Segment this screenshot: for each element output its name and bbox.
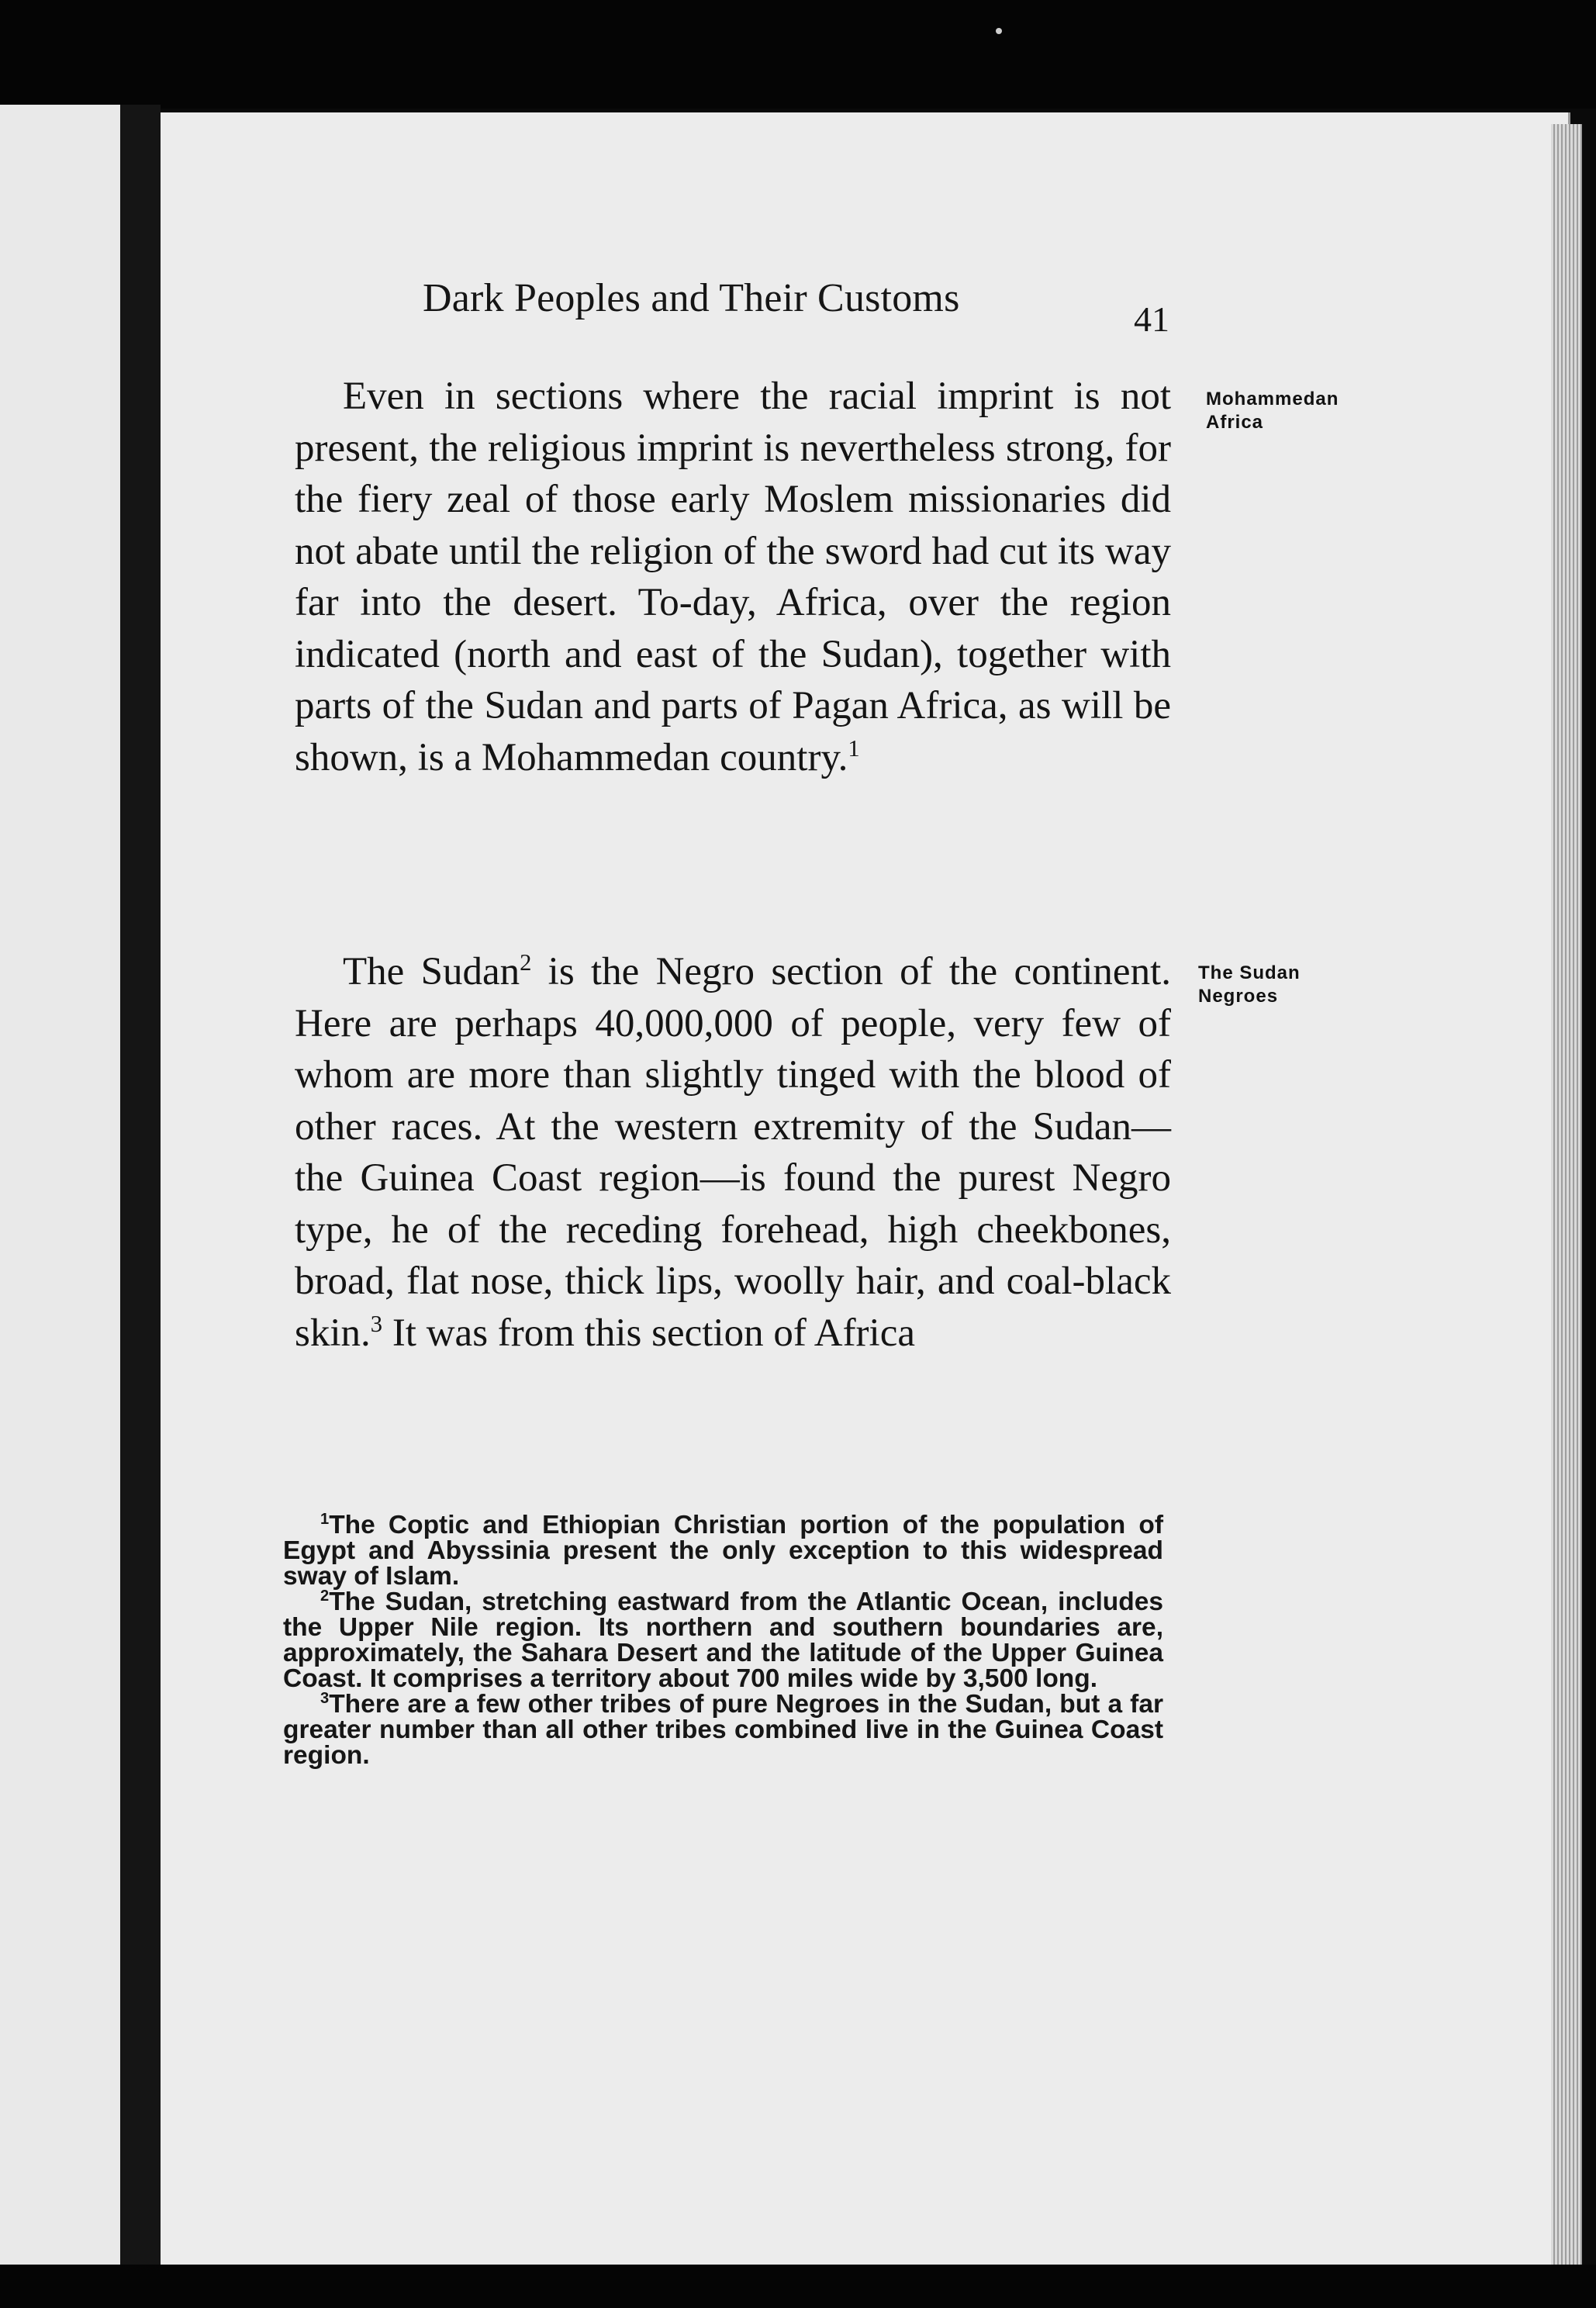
running-head: Dark Peoples and Their Customs [423, 276, 960, 320]
footnote [283, 1691, 1163, 1768]
sidenote-line: The Sudan [1198, 962, 1301, 983]
sidenote-line: Africa [1206, 412, 1264, 433]
footnote-ref: 1 [848, 734, 860, 762]
footnote-ref: 3 [370, 1310, 383, 1337]
footnote-mark: 3 [320, 1689, 330, 1707]
paragraph-text: The Sudan [343, 950, 520, 993]
footnote-text: There are a few other tribes of pure Negroes in the Sudan, but a far greater number than all other tribes combined live in the Guinea Coast region. [283, 1690, 1163, 1770]
sidenote-mohammedan-africa [1206, 388, 1454, 434]
page-number: 41 [1134, 299, 1169, 339]
paragraph-text: is the Negro section of the continent. Here are perhaps 40,000,000 of people, very few of whom are more than slightly tinged with the blood of other races. At the western extremity of the Sudan—the Guinea Coast region—is found the purest Negro type, he of the receding forehead, high cheekbones, broad, flat nose, thick lips, woolly hair, and coal-black skin. [295, 950, 1171, 1355]
paragraph-sudan-negroes [295, 946, 1171, 1359]
facing-page-edge [0, 105, 120, 2265]
footnote [283, 1512, 1163, 1589]
sidenote-sudan-negroes [1198, 962, 1446, 1008]
footnote-mark: 1 [320, 1510, 330, 1528]
footnote-text: The Coptic and Ethiopian Christian portion of the population of Egypt and Abyssinia present the only exception to this widespread sway of Islam. [283, 1511, 1163, 1591]
paragraph-text: It was from this section of Africa [382, 1311, 915, 1355]
sidenote-line: Negroes [1198, 986, 1279, 1007]
scan-bottom-border [0, 2265, 1596, 2308]
paragraph-text: Even in sections where the racial imprint is not present, the religious imprint is nevertheless strong, for the fiery zeal of those early Moslem missionaries did not abate until the religion of the sword had cut its way far into the desert. To-day, Africa, over the region indicated (north and east of the Sudan), together with parts of the Sudan and parts of Pagan Africa, as will be shown, is a Mohammedan country. [295, 375, 1171, 779]
book-gutter [120, 105, 161, 2268]
scan-top-border [0, 0, 1596, 109]
scan-speck [996, 28, 1002, 34]
footnotes [283, 1512, 1163, 1768]
paragraph-mohammedan-africa [295, 371, 1171, 783]
footnote-ref: 2 [520, 949, 532, 976]
sidenote-line: Mohammedan [1206, 389, 1339, 409]
footnote-mark: 2 [320, 1587, 330, 1605]
footnote [283, 1589, 1163, 1691]
footnote-text: The Sudan, stretching eastward from the Atlantic Ocean, includes the Upper Nile region. Its northern and southern boundaries are, approximately, the Sahara Desert and the latitude of the Upper Guinea Coast. It comprises a territory about 700 miles wide by 3,500 long. [283, 1588, 1163, 1693]
page-stack-edge [1551, 124, 1582, 2265]
